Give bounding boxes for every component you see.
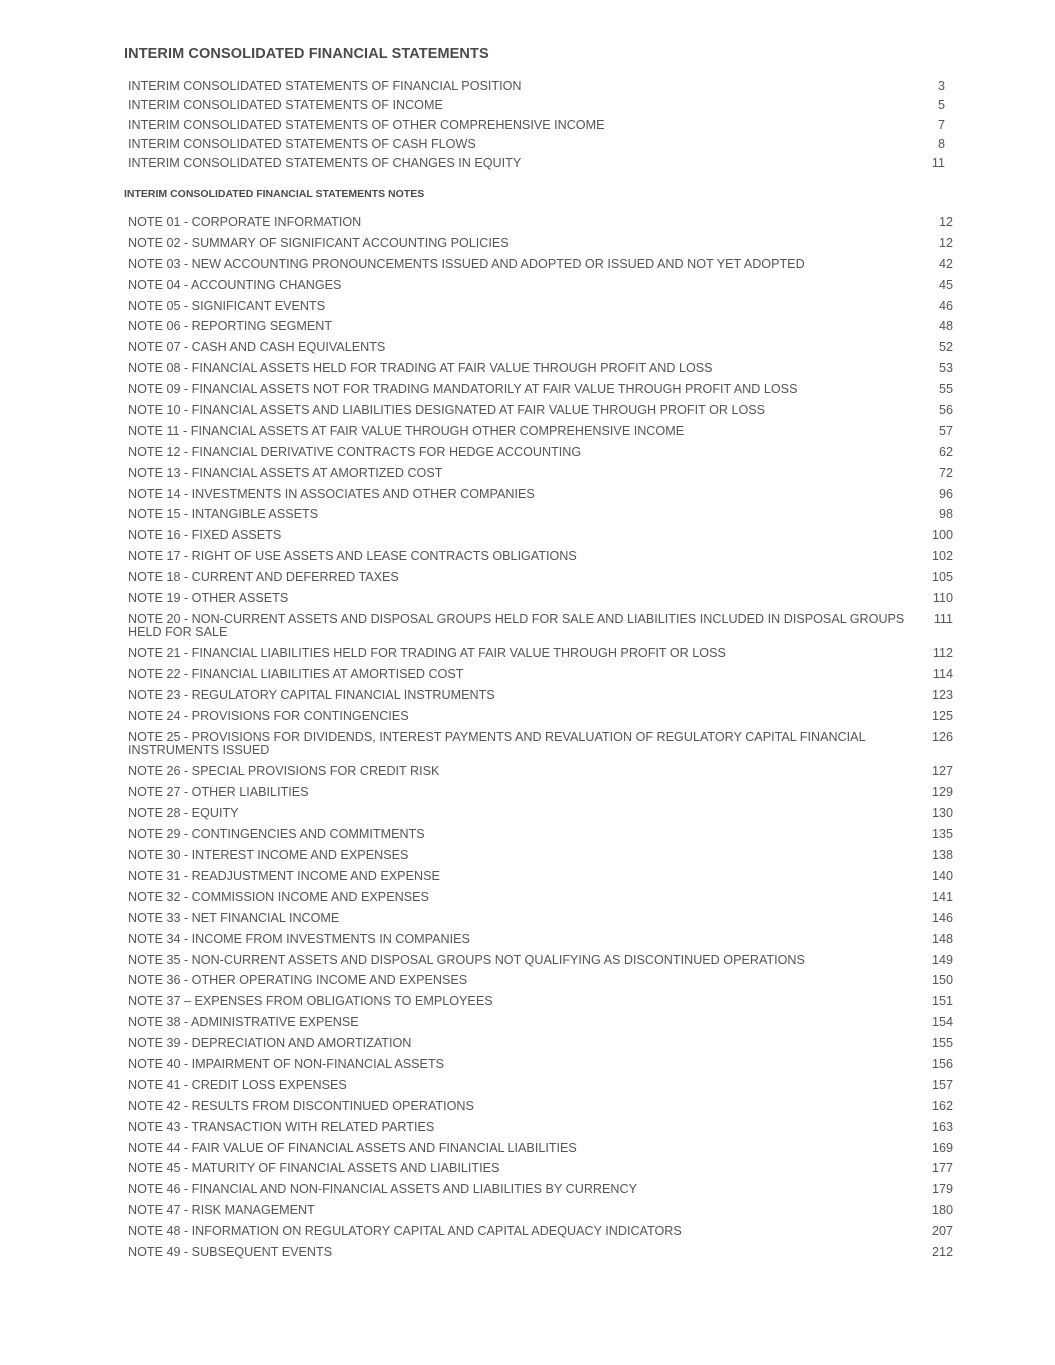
page-title: INTERIM CONSOLIDATED FINANCIAL STATEMENTS xyxy=(124,46,489,62)
note-toc-row-page-number: 105 xyxy=(931,570,953,585)
note-toc-row[interactable] xyxy=(128,422,953,443)
note-toc-row-page-number: 62 xyxy=(938,444,953,459)
note-toc-row[interactable] xyxy=(128,234,953,255)
note-toc-row-label: NOTE 27 - OTHER LIABILITIES xyxy=(128,785,309,800)
note-toc-row[interactable] xyxy=(128,317,953,338)
note-toc-row-label: NOTE 29 - CONTINGENCIES AND COMMITMENTS xyxy=(128,827,425,842)
note-toc-row[interactable] xyxy=(128,707,953,728)
note-toc-row-page-number: 42 xyxy=(938,256,953,271)
statement-toc-row-page-number: 3 xyxy=(937,79,945,93)
note-toc-row-label: NOTE 19 - OTHER ASSETS xyxy=(128,591,289,606)
note-toc-row-page-number: 46 xyxy=(938,298,953,313)
note-toc-row[interactable] xyxy=(128,951,953,972)
note-toc-row[interactable] xyxy=(128,686,953,707)
note-toc-row-label: NOTE 28 - EQUITY xyxy=(128,806,239,821)
note-toc-row[interactable] xyxy=(128,825,953,846)
note-toc-row-label: NOTE 32 - COMMISSION INCOME AND EXPENSES xyxy=(128,889,429,904)
note-toc-row[interactable] xyxy=(128,338,953,359)
note-toc-row-label: NOTE 37 – EXPENSES FROM OBLIGATIONS TO EMPLOYEES xyxy=(128,994,493,1009)
note-toc-row[interactable] xyxy=(128,665,953,686)
note-toc-row[interactable] xyxy=(128,1076,953,1097)
note-toc-row[interactable] xyxy=(128,1097,953,1118)
note-toc-row[interactable] xyxy=(128,804,953,825)
note-toc-row-label: NOTE 46 - FINANCIAL AND NON-FINANCIAL ASSETS AND LIABILITIES BY CURRENCY xyxy=(128,1182,637,1197)
note-toc-row-label: NOTE 18 - CURRENT AND DEFERRED TAXES xyxy=(128,570,399,585)
note-toc-row-page-number: 96 xyxy=(938,486,953,501)
note-toc-row-page-number: 102 xyxy=(931,549,953,564)
note-toc-row-page-number: 179 xyxy=(931,1182,953,1197)
note-toc-row-label: NOTE 26 - SPECIAL PROVISIONS FOR CREDIT RISK xyxy=(128,764,440,779)
note-toc-row-label: NOTE 49 - SUBSEQUENT EVENTS xyxy=(128,1244,333,1259)
note-toc-row[interactable] xyxy=(128,401,953,422)
note-toc-row-page-number: 52 xyxy=(938,340,953,355)
note-toc-row[interactable] xyxy=(128,1201,953,1222)
note-toc-row-page-number: 45 xyxy=(938,277,953,292)
note-toc-row-page-number: 212 xyxy=(931,1244,953,1259)
note-toc-row-page-number: 127 xyxy=(931,764,953,779)
note-toc-row-page-number: 138 xyxy=(931,848,953,863)
note-toc-row-page-number: 169 xyxy=(931,1140,953,1155)
statement-toc-row[interactable] xyxy=(128,116,948,135)
note-toc-row-label: NOTE 38 - ADMINISTRATIVE EXPENSE xyxy=(128,1015,359,1030)
notes-toc xyxy=(128,213,953,1264)
note-toc-row-label: NOTE 25 - PROVISIONS FOR DIVIDENDS, INTEREST PAYMENTS AND REVALUATION OF REGULATORY CAPITAL FINANCIAL INSTRUMENTS ISSUED xyxy=(128,729,866,757)
note-toc-row-page-number: 48 xyxy=(938,319,953,334)
note-toc-row[interactable] xyxy=(128,276,953,297)
note-toc-row[interactable] xyxy=(128,359,953,380)
note-toc-row-page-number: 126 xyxy=(931,729,953,744)
statement-toc-row-page-number: 8 xyxy=(937,136,945,151)
note-toc-row[interactable] xyxy=(128,971,953,992)
note-toc-row[interactable] xyxy=(128,485,953,506)
note-toc-row[interactable] xyxy=(128,930,953,951)
note-toc-row-label: NOTE 02 - SUMMARY OF SIGNIFICANT ACCOUNTING POLICIES xyxy=(128,235,509,250)
note-toc-row-page-number: 72 xyxy=(938,465,953,480)
note-toc-row[interactable] xyxy=(128,464,953,485)
note-toc-row-page-number: 149 xyxy=(931,952,953,967)
note-toc-row-page-number: 140 xyxy=(931,868,953,883)
note-toc-row[interactable] xyxy=(128,505,953,526)
note-toc-row-page-number: 129 xyxy=(931,785,953,800)
note-toc-row-label: NOTE 45 - MATURITY OF FINANCIAL ASSETS AND LIABILITIES xyxy=(128,1161,500,1176)
note-toc-row-page-number: 207 xyxy=(931,1224,953,1239)
note-toc-row-label: NOTE 12 - FINANCIAL DERIVATIVE CONTRACTS FOR HEDGE ACCOUNTING xyxy=(128,444,582,459)
note-toc-row-label: NOTE 03 - NEW ACCOUNTING PRONOUNCEMENTS ISSUED AND ADOPTED OR ISSUED AND NOT YET ADOPTED xyxy=(128,256,805,271)
note-toc-row-label: NOTE 06 - REPORTING SEGMENT xyxy=(128,319,333,334)
statement-toc-row[interactable] xyxy=(128,135,948,154)
note-toc-row-label: NOTE 47 - RISK MANAGEMENT xyxy=(128,1203,315,1218)
note-toc-row-label: NOTE 17 - RIGHT OF USE ASSETS AND LEASE CONTRACTS OBLIGATIONS xyxy=(128,549,577,564)
note-toc-row-label: NOTE 05 - SIGNIFICANT EVENTS xyxy=(128,298,326,313)
note-toc-row-label: NOTE 08 - FINANCIAL ASSETS HELD FOR TRADING AT FAIR VALUE THROUGH PROFIT AND LOSS xyxy=(128,361,713,376)
statement-toc-row-page-number: 5 xyxy=(937,98,945,113)
note-toc-row[interactable] xyxy=(128,1055,953,1076)
note-toc-row-label: NOTE 41 - CREDIT LOSS EXPENSES xyxy=(128,1077,347,1092)
statement-toc-row[interactable] xyxy=(128,96,948,115)
note-toc-row-page-number: 56 xyxy=(938,403,953,418)
note-toc-row-page-number: 177 xyxy=(931,1161,953,1176)
note-toc-row[interactable] xyxy=(128,644,953,665)
note-toc-row-label: NOTE 23 - REGULATORY CAPITAL FINANCIAL INSTRUMENTS xyxy=(128,688,495,703)
note-toc-row[interactable] xyxy=(128,1118,953,1139)
note-toc-row[interactable] xyxy=(128,380,953,401)
note-toc-row[interactable] xyxy=(128,1180,953,1201)
note-toc-row-page-number: 98 xyxy=(938,507,953,522)
note-toc-row-label: NOTE 04 - ACCOUNTING CHANGES xyxy=(128,277,342,292)
note-toc-row-page-number: 114 xyxy=(932,667,953,682)
note-toc-row-page-number: 148 xyxy=(931,931,953,946)
note-toc-row-page-number: 163 xyxy=(931,1119,953,1134)
note-toc-row-label: NOTE 33 - NET FINANCIAL INCOME xyxy=(128,910,340,925)
note-toc-row-label: NOTE 31 - READJUSTMENT INCOME AND EXPENSE xyxy=(128,868,440,883)
note-toc-row[interactable] xyxy=(128,1222,953,1243)
note-toc-row-label: NOTE 35 - NON-CURRENT ASSETS AND DISPOSAL GROUPS NOT QUALIFYING AS DISCONTINUED OPERATIONS xyxy=(128,952,805,967)
note-toc-row[interactable] xyxy=(128,1159,953,1180)
note-toc-row[interactable] xyxy=(128,1243,953,1264)
note-toc-row-label: NOTE 10 - FINANCIAL ASSETS AND LIABILITIES DESIGNATED AT FAIR VALUE THROUGH PROFIT OR LOSS xyxy=(128,403,766,418)
statement-toc-row-label: INTERIM CONSOLIDATED STATEMENTS OF CASH FLOWS xyxy=(128,136,476,151)
note-toc-row-label: NOTE 21 - FINANCIAL LIABILITIES HELD FOR TRADING AT FAIR VALUE THROUGH PROFIT OR LOSS xyxy=(128,646,726,661)
note-toc-row[interactable] xyxy=(128,589,953,610)
note-toc-row-label: NOTE 34 - INCOME FROM INVESTMENTS IN COMPANIES xyxy=(128,931,470,946)
note-toc-row-label: NOTE 16 - FIXED ASSETS xyxy=(128,528,282,543)
note-toc-row-page-number: 154 xyxy=(931,1015,953,1030)
note-toc-row-page-number: 12 xyxy=(938,215,953,229)
note-toc-row[interactable] xyxy=(128,443,953,464)
statement-toc-row-label: INTERIM CONSOLIDATED STATEMENTS OF OTHER COMPREHENSIVE INCOME xyxy=(128,117,605,132)
statement-toc-row[interactable] xyxy=(128,77,948,96)
note-toc-row-page-number: 53 xyxy=(938,361,953,376)
note-toc-row[interactable] xyxy=(128,547,953,568)
note-toc-row[interactable] xyxy=(128,867,953,888)
note-toc-row[interactable] xyxy=(128,992,953,1013)
note-toc-row-page-number: 112 xyxy=(932,646,953,661)
note-toc-row-page-number: 100 xyxy=(931,528,953,543)
note-toc-row[interactable] xyxy=(128,762,953,783)
note-toc-row[interactable] xyxy=(128,213,953,234)
statement-toc-row-page-number: 7 xyxy=(937,117,945,132)
note-toc-row-label: NOTE 07 - CASH AND CASH EQUIVALENTS xyxy=(128,340,386,355)
notes-section-title: INTERIM CONSOLIDATED FINANCIAL STATEMENTS NOTES xyxy=(124,188,425,200)
note-toc-row-label: NOTE 01 - CORPORATE INFORMATION xyxy=(128,215,362,229)
note-toc-row-page-number: 57 xyxy=(938,423,953,438)
note-toc-row-label: NOTE 40 - IMPAIRMENT OF NON-FINANCIAL ASSETS xyxy=(128,1056,445,1071)
note-toc-row-page-number: 162 xyxy=(931,1098,953,1113)
note-toc-row-page-number: 12 xyxy=(938,235,953,250)
note-toc-row-label: NOTE 36 - OTHER OPERATING INCOME AND EXPENSES xyxy=(128,973,468,988)
statement-toc-row-label: INTERIM CONSOLIDATED STATEMENTS OF INCOME xyxy=(128,98,443,113)
note-toc-row-page-number: 180 xyxy=(931,1203,953,1218)
note-toc-row-page-number: 55 xyxy=(938,382,953,397)
note-toc-row-label: NOTE 42 - RESULTS FROM DISCONTINUED OPERATIONS xyxy=(128,1098,474,1113)
note-toc-row-label: NOTE 20 - NON-CURRENT ASSETS AND DISPOSAL GROUPS HELD FOR SALE AND LIABILITIES INCLUDED IN DISPOSAL GROUPS HELD FOR SALE xyxy=(128,611,905,639)
note-toc-row-page-number: 135 xyxy=(931,827,953,842)
statements-toc xyxy=(128,77,948,173)
statement-toc-row-label: INTERIM CONSOLIDATED STATEMENTS OF CHANGES IN EQUITY xyxy=(128,156,522,171)
note-toc-row-page-number: 141 xyxy=(931,889,953,904)
note-toc-row[interactable] xyxy=(128,1139,953,1160)
note-toc-row[interactable] xyxy=(128,783,953,804)
note-toc-row-label: NOTE 24 - PROVISIONS FOR CONTINGENCIES xyxy=(128,709,409,724)
note-toc-row-page-number: 157 xyxy=(931,1077,953,1092)
note-toc-row-page-number: 123 xyxy=(931,688,953,703)
note-toc-row-label: NOTE 09 - FINANCIAL ASSETS NOT FOR TRADING MANDATORILY AT FAIR VALUE THROUGH PROFIT AND LOSS xyxy=(128,382,798,397)
note-toc-row-page-number: 155 xyxy=(931,1036,953,1051)
note-toc-row-page-number: 151 xyxy=(931,994,953,1009)
note-toc-row-label: NOTE 22 - FINANCIAL LIABILITIES AT AMORTISED COST xyxy=(128,667,464,682)
statement-toc-row[interactable] xyxy=(128,154,948,173)
note-toc-row-page-number: 110 xyxy=(932,591,953,606)
statement-toc-row-page-number: 11 xyxy=(931,156,945,171)
note-toc-row-page-number: 130 xyxy=(931,806,953,821)
note-toc-row-label: NOTE 30 - INTEREST INCOME AND EXPENSES xyxy=(128,848,409,863)
note-toc-row-label: NOTE 13 - FINANCIAL ASSETS AT AMORTIZED COST xyxy=(128,465,443,480)
note-toc-row-label: NOTE 39 - DEPRECIATION AND AMORTIZATION xyxy=(128,1036,412,1051)
note-toc-row-page-number: 111 xyxy=(933,611,953,626)
note-toc-row-page-number: 125 xyxy=(931,709,953,724)
note-toc-row[interactable] xyxy=(128,568,953,589)
note-toc-row[interactable] xyxy=(128,255,953,276)
note-toc-row-label: NOTE 14 - INVESTMENTS IN ASSOCIATES AND OTHER COMPANIES xyxy=(128,486,535,501)
note-toc-row-label: NOTE 15 - INTANGIBLE ASSETS xyxy=(128,507,319,522)
note-toc-row[interactable] xyxy=(128,297,953,318)
note-toc-row[interactable] xyxy=(128,1013,953,1034)
note-toc-row-page-number: 156 xyxy=(931,1056,953,1071)
note-toc-row[interactable] xyxy=(128,888,953,909)
note-toc-row-label: NOTE 11 - FINANCIAL ASSETS AT FAIR VALUE THROUGH OTHER COMPREHENSIVE INCOME xyxy=(128,423,685,438)
note-toc-row[interactable] xyxy=(128,909,953,930)
note-toc-row[interactable] xyxy=(128,728,953,763)
statement-toc-row-label: INTERIM CONSOLIDATED STATEMENTS OF FINANCIAL POSITION xyxy=(128,79,522,93)
note-toc-row[interactable] xyxy=(128,526,953,547)
note-toc-row-page-number: 146 xyxy=(931,910,953,925)
note-toc-row-label: NOTE 44 - FAIR VALUE OF FINANCIAL ASSETS AND FINANCIAL LIABILITIES xyxy=(128,1140,577,1155)
note-toc-row[interactable] xyxy=(128,1034,953,1055)
note-toc-row[interactable] xyxy=(128,846,953,867)
note-toc-row-page-number: 150 xyxy=(931,973,953,988)
note-toc-row[interactable] xyxy=(128,610,953,645)
note-toc-row-label: NOTE 43 - TRANSACTION WITH RELATED PARTIES xyxy=(128,1119,435,1134)
note-toc-row-label: NOTE 48 - INFORMATION ON REGULATORY CAPITAL AND CAPITAL ADEQUACY INDICATORS xyxy=(128,1224,682,1239)
